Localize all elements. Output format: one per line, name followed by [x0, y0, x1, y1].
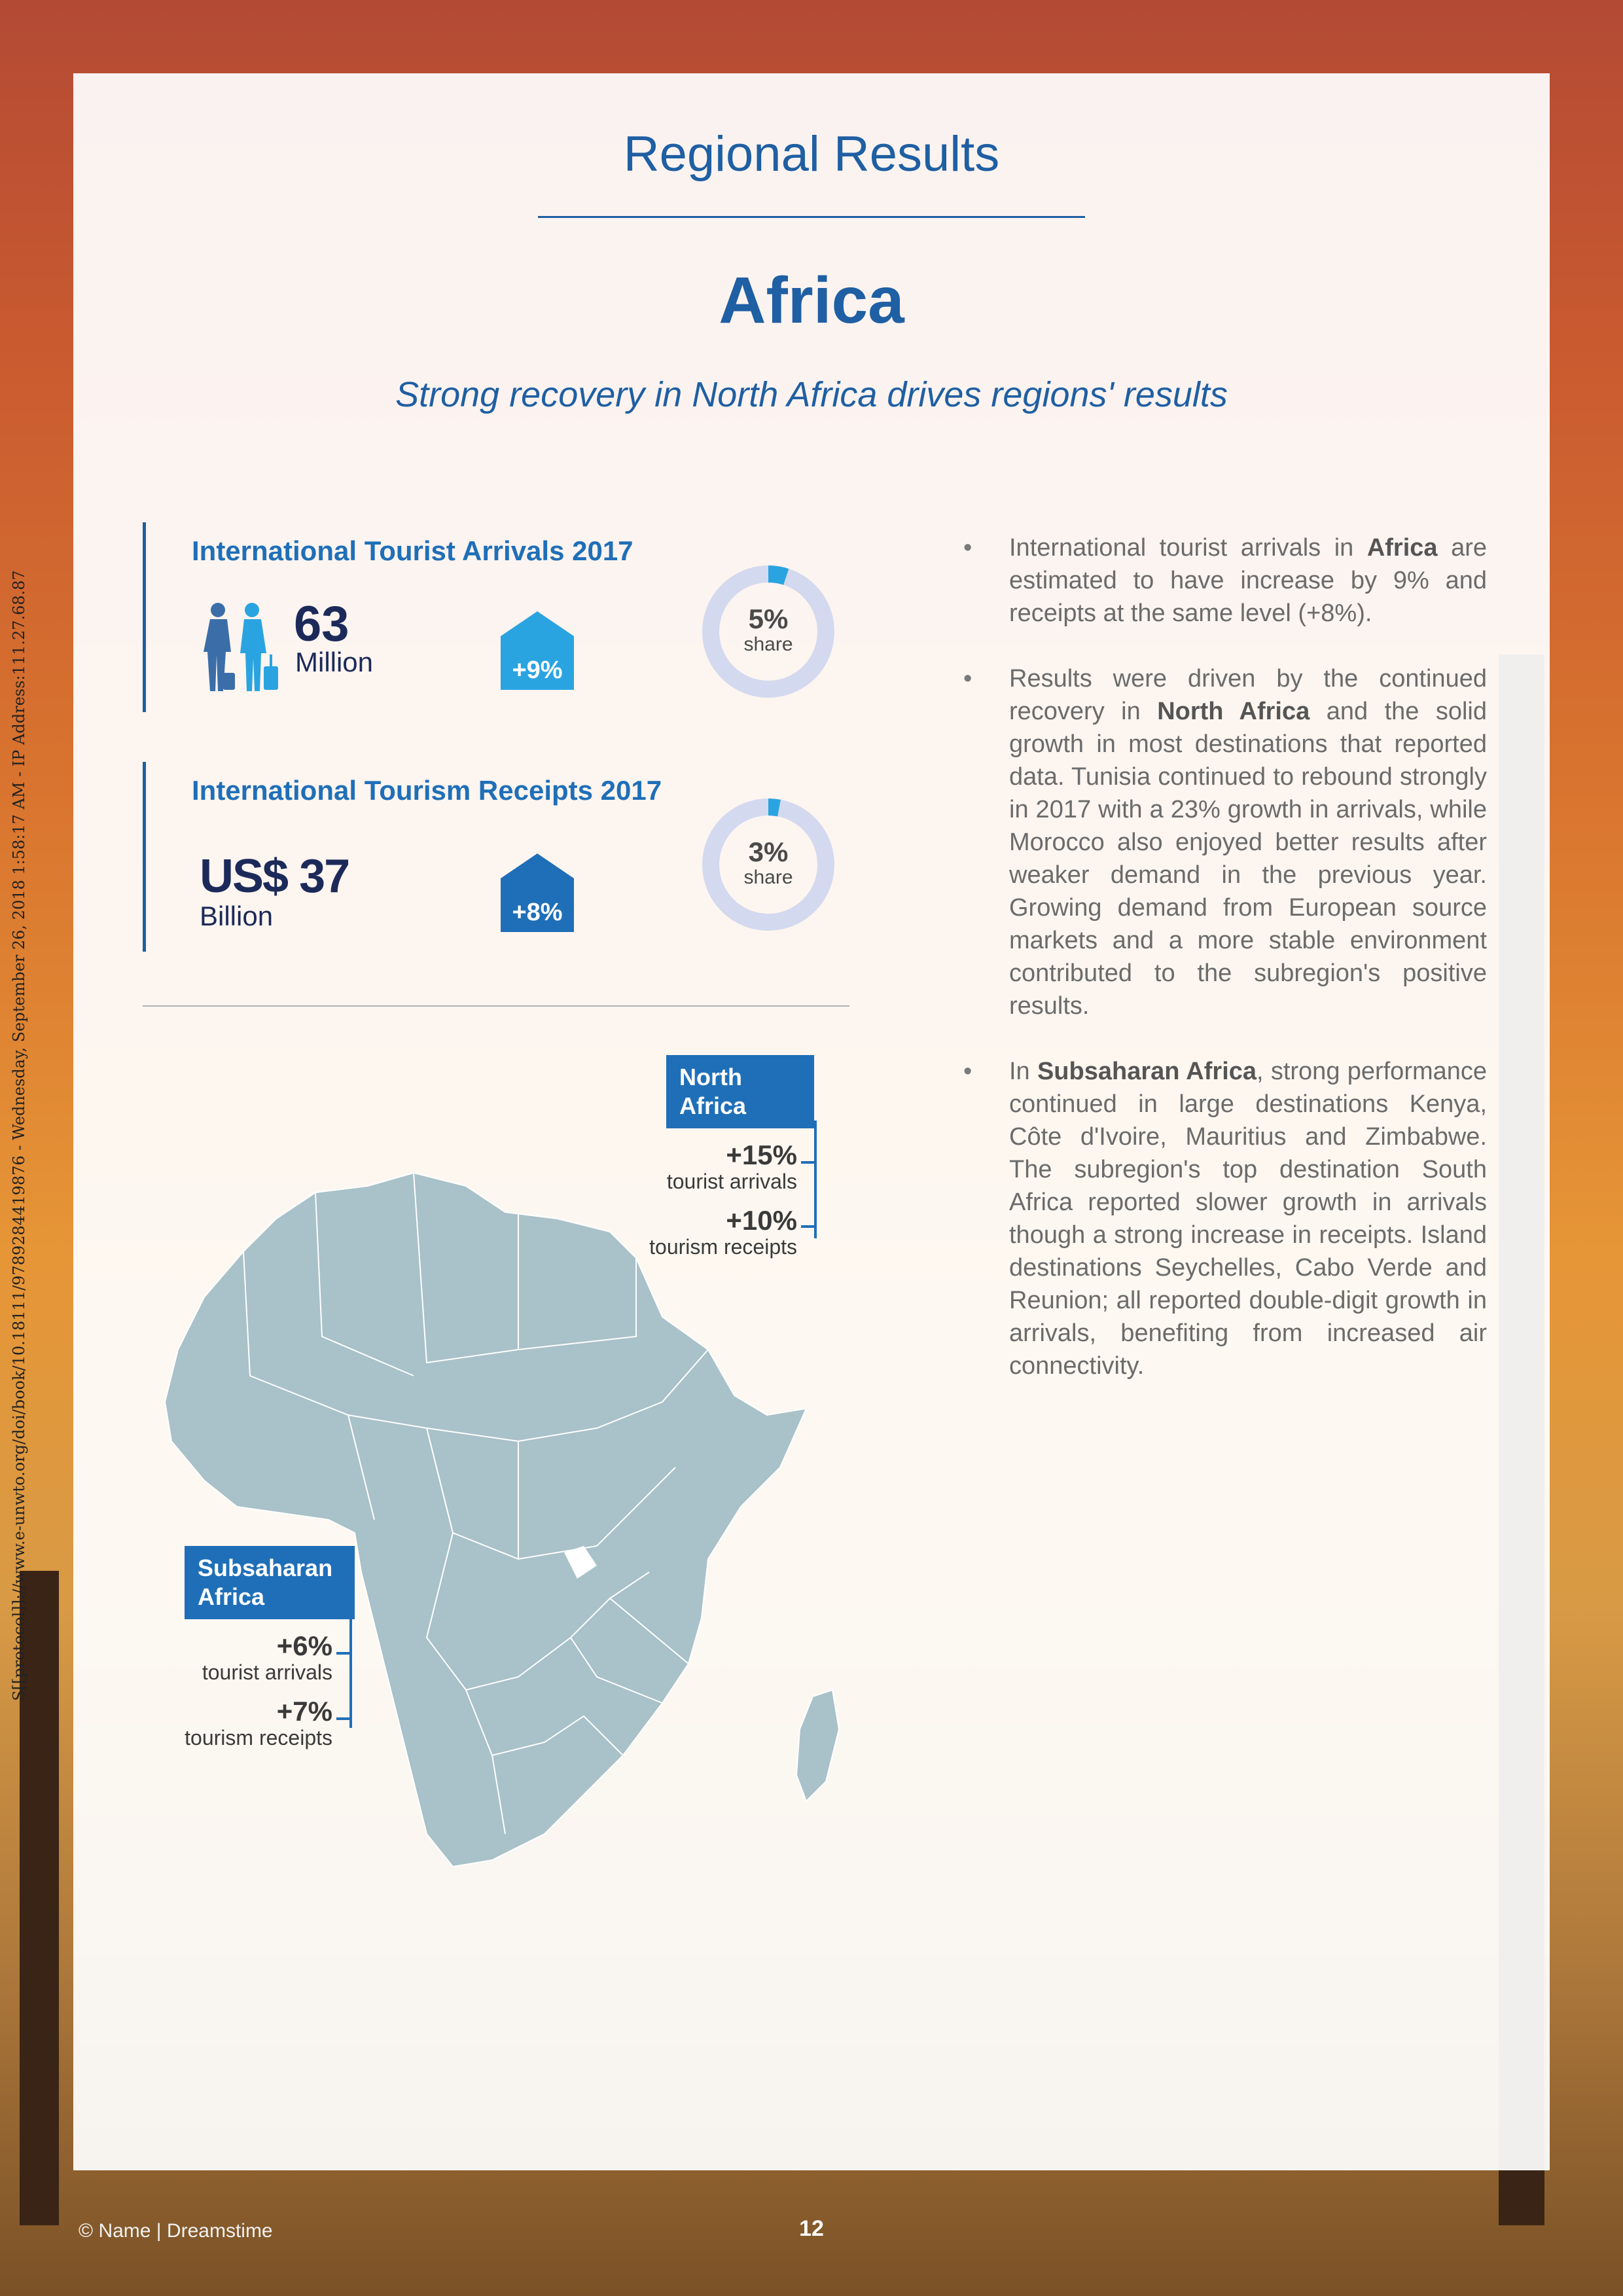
arrivals-share-donut: [700, 563, 837, 700]
north-tick-1: [801, 1161, 815, 1164]
bullet-3-text-b: , strong performance continued in large destinations Kenya, Côte d'Ivoire, Mauritius and Zimbabwe. The subregion's top destination South Africa reported slower growth in arrivals though a strong increase in receipts. Island destinations Seychelles, Cabo Verde and Reunion; all reported double-digit growth in arrivals, benefiting from increased air connectivity.: [1009, 1058, 1488, 1380]
continent-shape: [165, 1173, 806, 1867]
content-panel: [73, 73, 1550, 2170]
arrivals-change-badge: [501, 611, 574, 690]
bullet-2-text-b: and the solid growth in most destinations that reported data. Tunisia continued to rebound strongly in 2017 with a 23% growth in arrivals, while Morocco also enjoyed better results after weaker demand in the previous year. Growing demand from European source markets and a more stable environment contributed to the subregion's positive results.: [1009, 698, 1487, 1020]
south-name-line2: Africa: [198, 1583, 265, 1610]
south-bracket: [348, 1615, 352, 1728]
south-arrivals-label: tourist arrivals: [202, 1660, 332, 1684]
bullet-list: [963, 531, 1487, 1415]
north-name-line1: North: [679, 1064, 742, 1090]
title-rule: [538, 216, 1085, 218]
bullet-dot: •: [963, 665, 972, 692]
receipts-value: US$ 37: [200, 850, 349, 903]
arrivals-share-pct: 5%: [748, 603, 789, 634]
receipts-change-label: +8%: [512, 899, 563, 926]
north-name-line2: Africa: [679, 1092, 747, 1119]
madagascar-shape: [796, 1690, 839, 1801]
bullet-1-text-b: are estimated to have increase by 9% and receipts at the same level (+8%).: [1009, 534, 1487, 627]
section-title: Regional Results: [623, 126, 1000, 182]
south-receipts-label: tourism receipts: [185, 1726, 332, 1749]
receipts-share-pct: 3%: [748, 836, 789, 867]
arrivals-change-label: +9%: [512, 656, 563, 684]
north-arrivals-kpi: [630, 1140, 797, 1193]
bullet-dot: •: [963, 534, 972, 562]
page-number: 12: [799, 2216, 824, 2241]
receipts-unit: Billion: [200, 901, 274, 931]
north-africa-label: [666, 1055, 814, 1128]
south-name-line1: Subsaharan: [198, 1554, 333, 1581]
north-receipts-change: +10%: [726, 1205, 797, 1236]
bullet-3-bold: Subsaharan Africa: [1037, 1058, 1257, 1085]
bullet-1-bold: Africa: [1366, 534, 1438, 562]
photo-credit: © Name | Dreamstime: [79, 2220, 273, 2242]
travelers-icon: [198, 601, 283, 699]
south-receipts-kpi: [136, 1696, 332, 1749]
bullet-item-2: [963, 662, 1487, 1022]
subsaharan-africa-label: [185, 1546, 355, 1619]
north-arrivals-label: tourist arrivals: [666, 1170, 797, 1193]
north-tick-2: [801, 1225, 815, 1228]
bullet-item-3: [963, 1055, 1487, 1382]
region-title: Africa: [719, 264, 904, 337]
south-arrivals-change: +6%: [276, 1630, 332, 1661]
receipts-share-donut: [700, 796, 837, 933]
arrivals-share-word: share: [743, 634, 793, 655]
north-receipts-kpi: [601, 1206, 797, 1258]
section-divider: [143, 1005, 849, 1007]
bullet-2-text-a: Results were driven by the continued recovery in: [1009, 665, 1487, 725]
arrivals-value: 63: [294, 596, 349, 652]
south-tick-1: [336, 1652, 351, 1655]
arrivals-block: [143, 522, 840, 712]
arrivals-heading: International Tourist Arrivals 2017: [192, 535, 633, 566]
north-receipts-label: tourism receipts: [649, 1235, 797, 1259]
bullet-dot: •: [963, 1058, 972, 1085]
bullet-item-1: [963, 531, 1487, 630]
receipts-change-badge: [501, 853, 574, 932]
receipts-heading: International Tourism Receipts 2017: [192, 775, 662, 806]
receipts-block: [143, 762, 840, 952]
page-subtitle: Strong recovery in North Africa drives regions' results: [395, 375, 1228, 414]
south-receipts-change: +7%: [276, 1696, 332, 1727]
north-arrivals-change: +15%: [726, 1139, 797, 1170]
bullet-3-text-a: In: [1009, 1058, 1037, 1085]
receipts-share-word: share: [743, 867, 793, 888]
bullet-1-text-a: International tourist arrivals in: [1009, 534, 1367, 562]
arrivals-unit: Million: [295, 647, 374, 677]
access-watermark: S[[protocol]]://www.e-unwto.org/doi/book/10.18111/9789284419876 - Wednesday, September 26, 2018 1:58:17 AM - IP Address:111.27.68.87: [10, 570, 28, 1701]
bullet-2-bold: North Africa: [1157, 698, 1310, 725]
south-tick-2: [336, 1717, 351, 1720]
south-arrivals-kpi: [165, 1631, 332, 1683]
north-bracket: [813, 1121, 817, 1238]
